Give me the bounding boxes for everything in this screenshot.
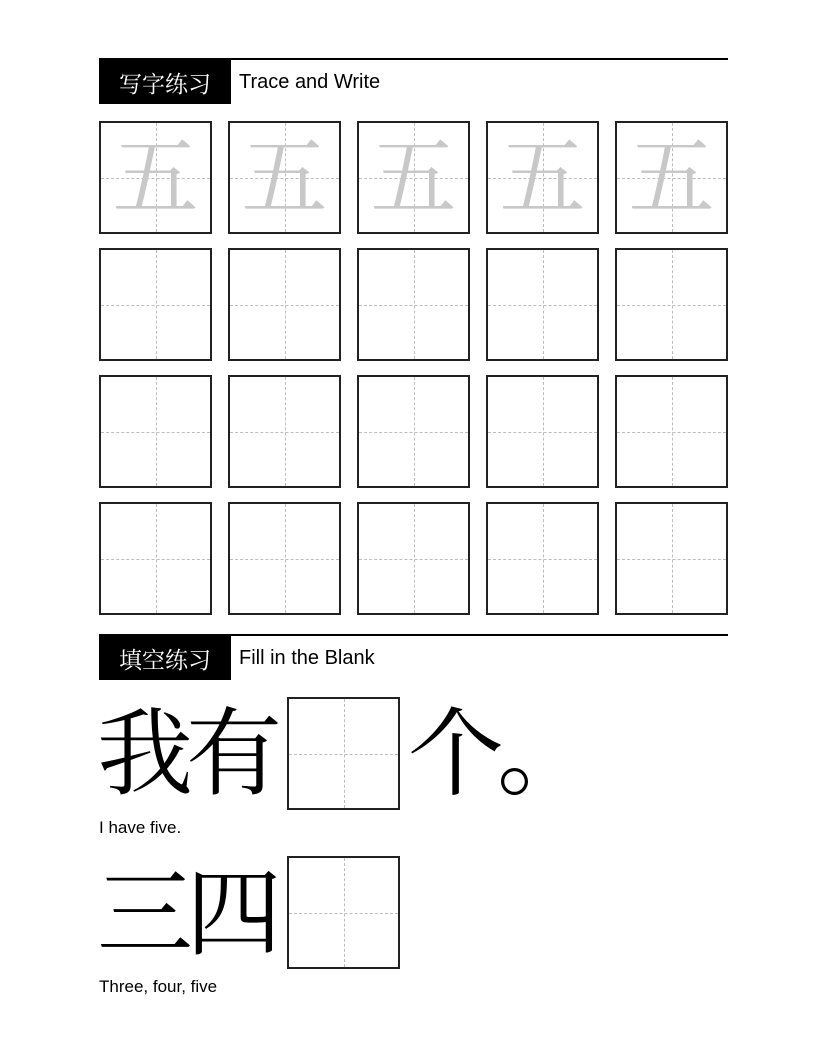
trace-character: 五	[241, 127, 328, 228]
sentence-char: 有	[186, 698, 282, 810]
trace-character: 五	[370, 127, 457, 228]
writing-cell[interactable]	[99, 375, 212, 488]
writing-cell[interactable]	[486, 502, 599, 615]
writing-cell[interactable]	[228, 375, 341, 488]
sentence-char: 个	[408, 698, 504, 810]
trace-cell[interactable]	[486, 121, 599, 234]
blank-writing-box[interactable]	[287, 856, 400, 969]
writing-cell[interactable]	[486, 248, 599, 361]
trace-cell[interactable]	[228, 121, 341, 234]
fill-section-header	[99, 634, 728, 680]
writing-cell[interactable]	[99, 502, 212, 615]
sentence-2-caption: Three, four, five	[99, 977, 218, 996]
sentence-char: 三	[97, 858, 193, 970]
sentence-char: 。	[497, 698, 593, 810]
trace-cell[interactable]	[357, 121, 470, 234]
blank-writing-box[interactable]	[287, 697, 400, 810]
sentence-1-caption: I have five.	[99, 818, 182, 837]
writing-cell[interactable]	[357, 502, 470, 615]
trace-character: 五	[628, 127, 715, 228]
trace-cell[interactable]	[99, 121, 212, 234]
trace-character: 五	[112, 127, 199, 228]
writing-cell[interactable]	[486, 375, 599, 488]
trace-section-subtitle: Trace and Write	[239, 70, 381, 93]
fill-section-subtitle: Fill in the Blank	[239, 646, 375, 669]
writing-cell[interactable]	[615, 375, 728, 488]
trace-cell[interactable]	[615, 121, 728, 234]
writing-cell[interactable]	[228, 248, 341, 361]
sentence-char: 我	[97, 698, 193, 810]
trace-section-header	[99, 58, 728, 104]
writing-cell[interactable]	[615, 248, 728, 361]
trace-section-tag: 写字练习	[99, 60, 231, 104]
writing-cell[interactable]	[357, 375, 470, 488]
writing-cell[interactable]	[228, 502, 341, 615]
writing-cell[interactable]	[615, 502, 728, 615]
fill-section-tag: 填空练习	[99, 636, 231, 680]
trace-character: 五	[499, 127, 586, 228]
writing-cell[interactable]	[357, 248, 470, 361]
sentence-char: 四	[186, 858, 282, 970]
writing-cell[interactable]	[99, 248, 212, 361]
